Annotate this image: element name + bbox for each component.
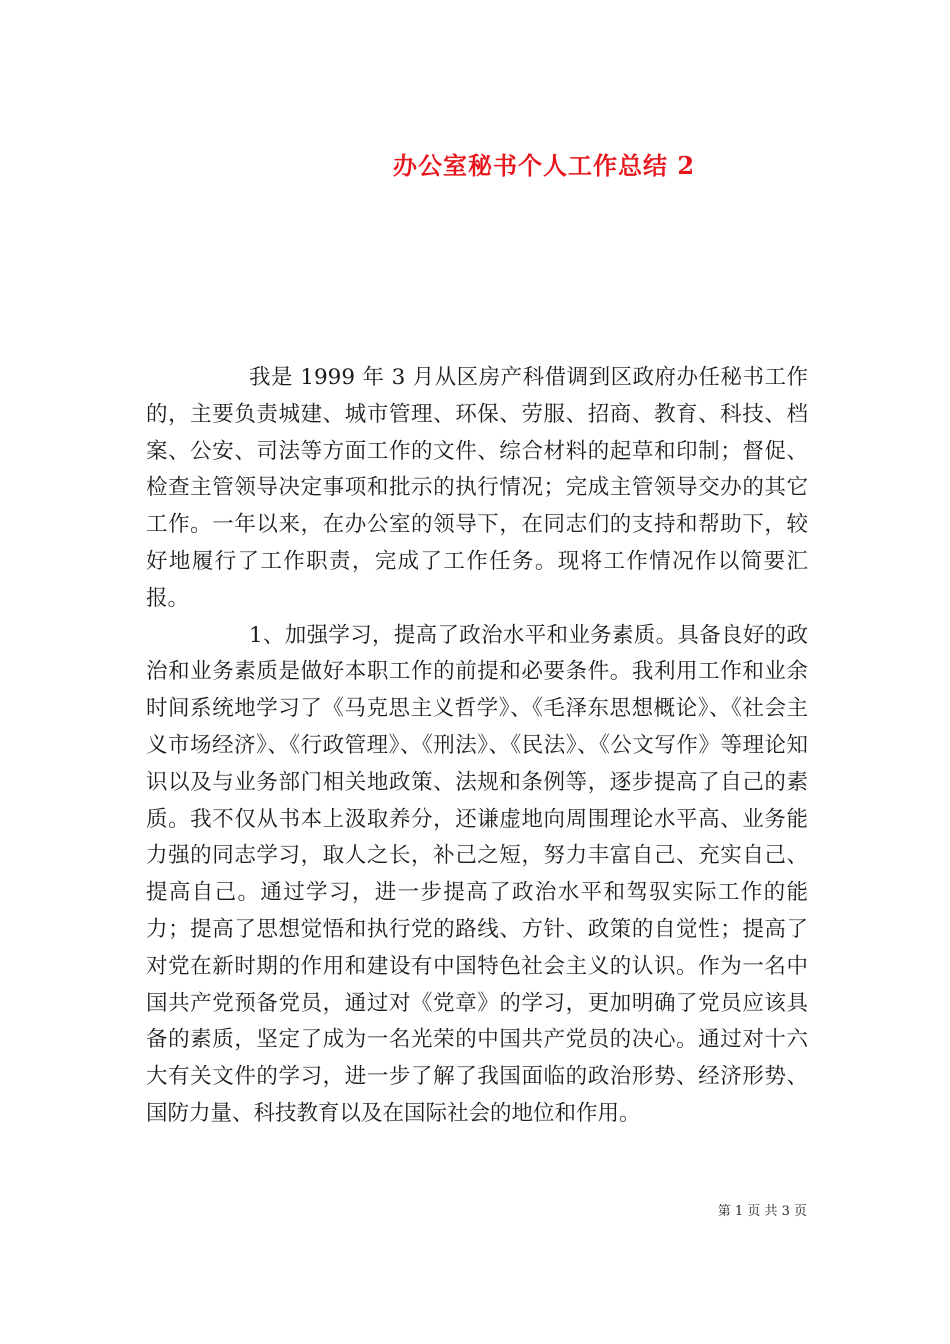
page-number-footer: 第 1 页 共 3 页 [717,1204,807,1219]
paragraph-intro: 我是 1999 年 3 月从区房产科借调到区政府办任秘书工作的，主要负责城建、城市管理、环保、劳服、招商、教育、科技、档案、公安、司法等方面工作的文件、综合材料的起草和印制；督促、检查主管领导决定事项和批示的执行情况；完成主管领导交办的其它工作。一年以来，在办公室的领导下，在同志们的支持和帮助下，较好地履行了工作职责，完成了工作任务。现将工作情况作以简要汇报。 [146,365,808,611]
document-body [146,360,808,1133]
document-title: 办公室秘书个人工作总结 2 [392,151,696,181]
paragraph-section-1: 1、加强学习，提高了政治水平和业务素质。具备良好的政治和业务素质是做好本职工作的前提和必要条件。我利用工作和业余时间系统地学习了《马克思主义哲学》、《毛泽东思想概论》、《社会主义市场经济》、《行政管理》、《刑法》、《民法》、《公文写作》等理论知识以及与业务部门相关地政策、法规和条例等，逐步提高了自己的素质。我不仅从书本上汲取养分，还谦虚地向周围理论水平高、业务能力强的同志学习，取人之长，补己之短，努力丰富自己、充实自己、提高自己。通过学习，进一步提高了政治水平和驾驭实际工作的能力；提高了思想觉悟和执行党的路线、方针、政策的自觉性；提高了对党在新时期的作用和建设有中国特色社会主义的认识。作为一名中国共产党预备党员，通过对《党章》的学习，更加明确了党员应该具备的素质，坚定了成为一名光荣的中国共产党员的决心。通过对十六大有关文件的学习，进一步了解了我国面临的政治形势、经济形势、国防力量、科技教育以及在国际社会的地位和作用。 [146,622,808,1126]
